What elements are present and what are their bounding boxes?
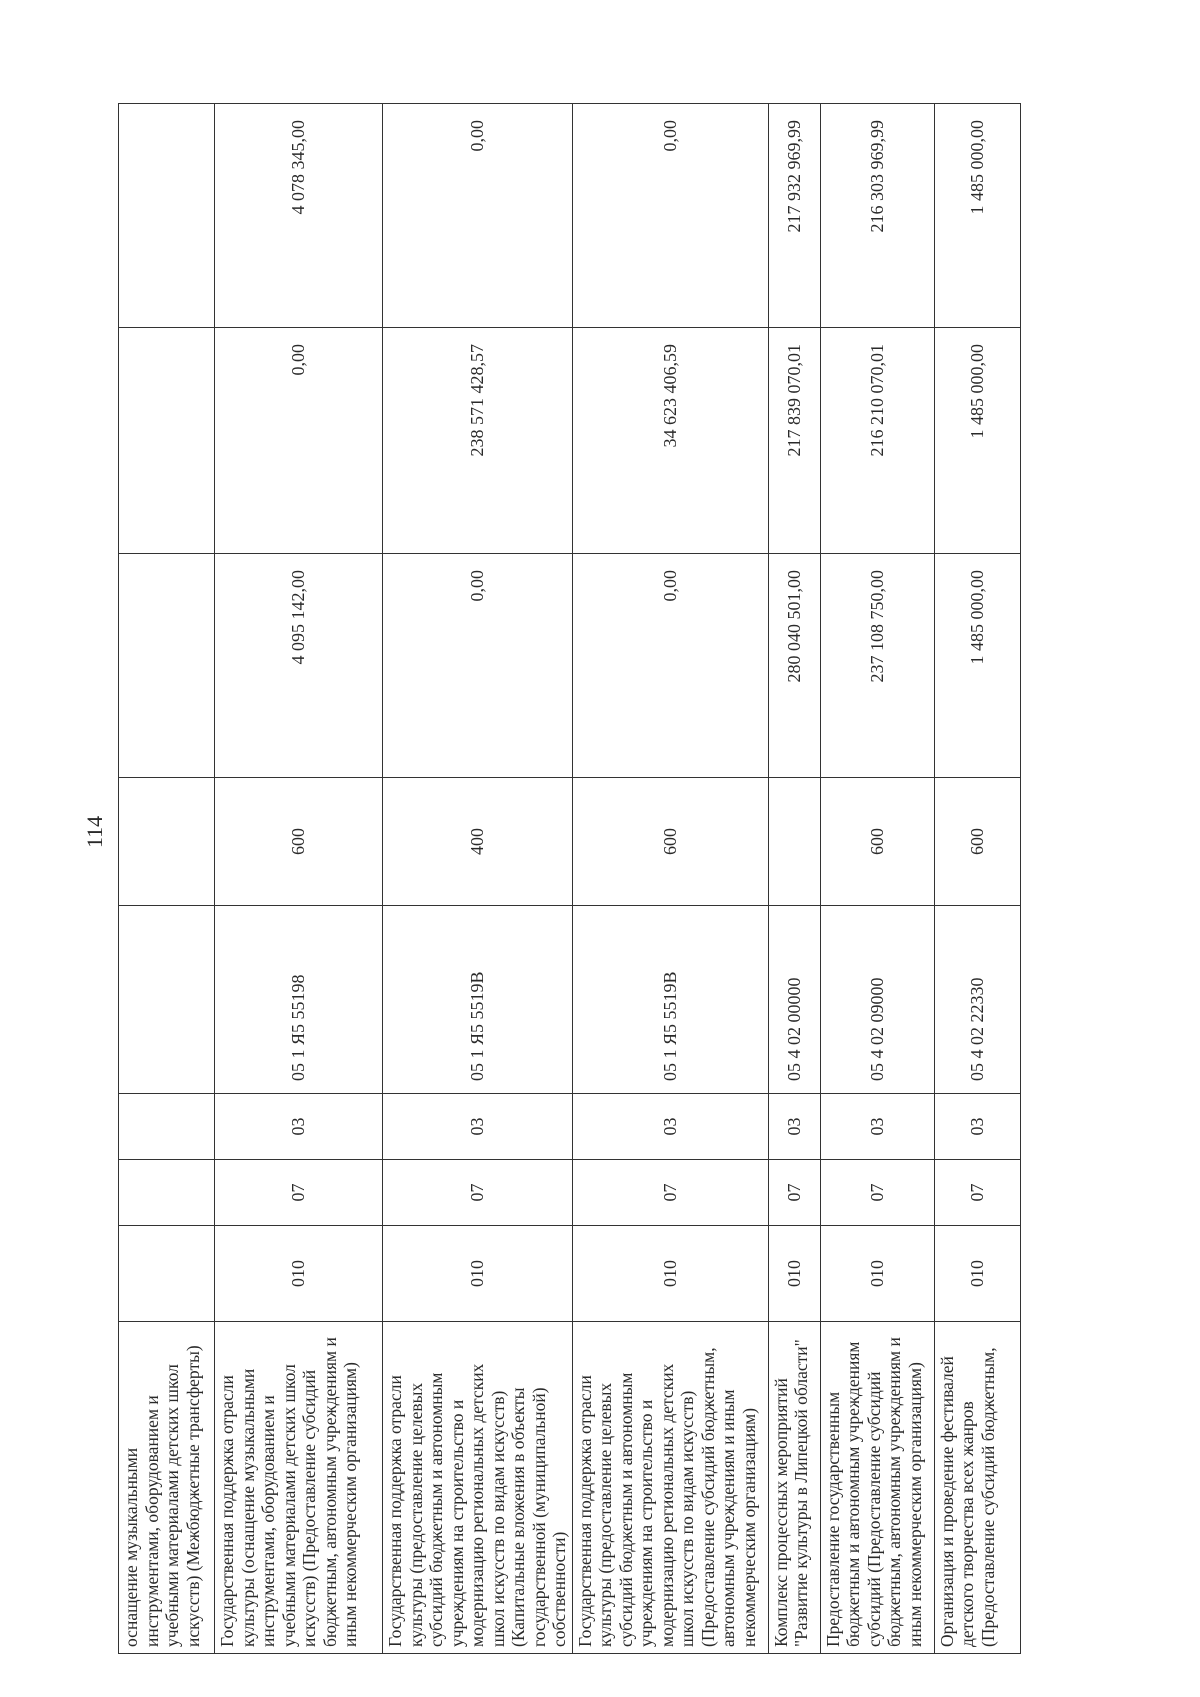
amount-year3-cell [119, 104, 215, 328]
expense-type-cell: 600 [215, 778, 383, 906]
amount-year1-cell: 280 040 501,00 [768, 554, 820, 778]
grbs-cell [119, 1226, 215, 1322]
amount-year3-cell: 0,00 [383, 104, 573, 328]
subsection-cell: 03 [934, 1094, 1020, 1160]
amount-year1-cell: 237 108 750,00 [820, 554, 934, 778]
row-description: Государственная поддержка отрасли культуры (предоставление целевых субсидий бюджетным и автономным учреждениям на строительство и модернизацию региональных детских школ искусств по видам искусств) (Капитальные вложения в объекты государственной (муниципальной) собственности) [383, 1322, 573, 1654]
row-description: Предоставление государственным бюджетным и автономным учреждениям субсидий (Предоставление субсидий бюджетным, автономным учреждениям и иным некоммерческим организациям) [820, 1322, 934, 1654]
grbs-cell: 010 [820, 1226, 934, 1322]
row-description: Государственная поддержка отрасли культуры (оснащение музыкальными инструментами, оборудованием и учебными материалами детских школ искусств) (Предоставление субсидий бюджетным, автономным учреждениям и иным некоммерческим организациям) [215, 1322, 383, 1654]
target-article-cell: 05 1 Я5 5519В [572, 906, 768, 1094]
target-article-cell: 05 4 02 22330 [934, 906, 1020, 1094]
table-row [119, 104, 215, 1654]
amount-year1-cell: 4 095 142,00 [215, 554, 383, 778]
row-description: оснащение музыкальными инструментами, оборудованием и учебными материалами детских школ искусств) (Межбюджетные трансферты) [119, 1322, 215, 1654]
expense-type-cell [768, 778, 820, 906]
row-description: Государственная поддержка отрасли культуры (предоставление целевых субсидий бюджетным и автономным учреждениям на строительство и модернизацию региональных детских школ искусств по видам искусств) (Предоставление субсидий бюджетным, автономным учреждениям и иным некоммерческим организациям) [572, 1322, 768, 1654]
grbs-cell: 010 [934, 1226, 1020, 1322]
target-article-cell: 05 4 02 09000 [820, 906, 934, 1094]
table-row [768, 104, 820, 1654]
row-description: Комплекс процессных мероприятий "Развитие культуры в Липецкой области" [768, 1322, 820, 1654]
grbs-cell: 010 [383, 1226, 573, 1322]
table-row [215, 104, 383, 1654]
expense-type-cell: 600 [934, 778, 1020, 906]
section-cell: 07 [934, 1160, 1020, 1226]
target-article-cell [119, 906, 215, 1094]
amount-year3-cell: 4 078 345,00 [215, 104, 383, 328]
grbs-cell: 010 [215, 1226, 383, 1322]
amount-year1-cell: 1 485 000,00 [934, 554, 1020, 778]
table-row [383, 104, 573, 1654]
amount-year2-cell: 238 571 428,57 [383, 328, 573, 554]
amount-year1-cell [119, 554, 215, 778]
subsection-cell: 03 [572, 1094, 768, 1160]
amount-year2-cell: 0,00 [215, 328, 383, 554]
section-cell: 07 [215, 1160, 383, 1226]
grbs-cell: 010 [768, 1226, 820, 1322]
table-row [572, 104, 768, 1654]
amount-year1-cell: 0,00 [572, 554, 768, 778]
grbs-cell: 010 [572, 1226, 768, 1322]
page-number: 114 [82, 815, 107, 848]
subsection-cell: 03 [215, 1094, 383, 1160]
target-article-cell: 05 4 02 00000 [768, 906, 820, 1094]
amount-year2-cell: 217 839 070,01 [768, 328, 820, 554]
target-article-cell: 05 1 Я5 5519В [383, 906, 573, 1094]
amount-year2-cell: 34 623 406,59 [572, 328, 768, 554]
amount-year3-cell: 216 303 969,99 [820, 104, 934, 328]
subsection-cell: 03 [383, 1094, 573, 1160]
amount-year3-cell: 1 485 000,00 [934, 104, 1020, 328]
amount-year3-cell: 217 932 969,99 [768, 104, 820, 328]
subsection-cell: 03 [820, 1094, 934, 1160]
amount-year2-cell: 216 210 070,01 [820, 328, 934, 554]
section-cell: 07 [572, 1160, 768, 1226]
table-row [934, 104, 1020, 1654]
table-row [820, 104, 934, 1654]
expense-type-cell: 600 [572, 778, 768, 906]
section-cell: 07 [768, 1160, 820, 1226]
amount-year2-cell [119, 328, 215, 554]
subsection-cell: 03 [768, 1094, 820, 1160]
expense-type-cell [119, 778, 215, 906]
section-cell [119, 1160, 215, 1226]
target-article-cell: 05 1 Я5 55198 [215, 906, 383, 1094]
section-cell: 07 [383, 1160, 573, 1226]
row-description: Организация и проведение фестивалей детского творчества всех жанров (Предоставление субсидий бюджетным, [934, 1322, 1020, 1654]
section-cell: 07 [820, 1160, 934, 1226]
amount-year1-cell: 0,00 [383, 554, 573, 778]
amount-year3-cell: 0,00 [572, 104, 768, 328]
budget-table [118, 103, 1021, 1654]
budget-table-sheet [118, 104, 1018, 1654]
amount-year2-cell: 1 485 000,00 [934, 328, 1020, 554]
expense-type-cell: 600 [820, 778, 934, 906]
subsection-cell [119, 1094, 215, 1160]
expense-type-cell: 400 [383, 778, 573, 906]
